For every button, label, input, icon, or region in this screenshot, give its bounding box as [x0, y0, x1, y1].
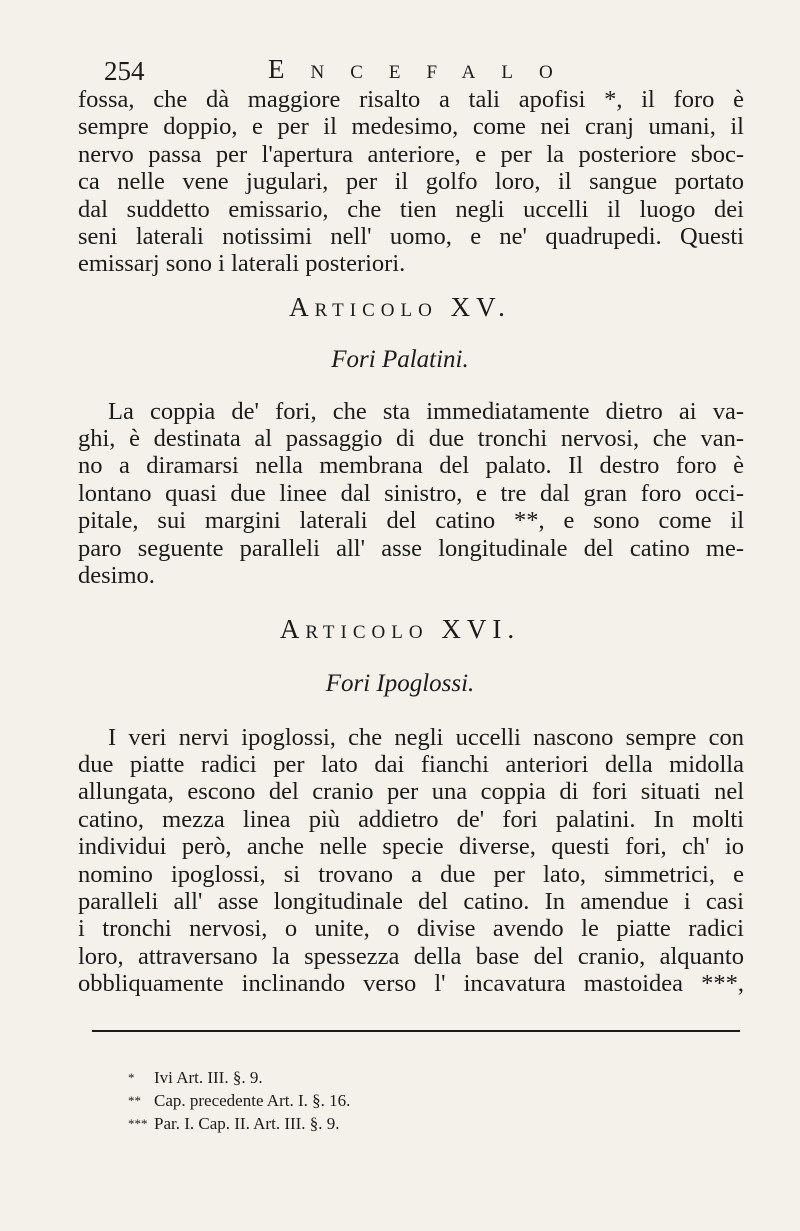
page-number: 254 — [104, 56, 145, 86]
text-line: sempre doppio, e per il medesimo, come nei cranj umani, il — [78, 113, 744, 141]
text-line: loro, attraversano la spessezza della base del cranio, alquanto — [78, 942, 744, 970]
text-line: no a diramarsi nella membrana del palato. Il destro foro è — [78, 452, 744, 480]
text-line: allungata, escono del cranio per una coppia di fori situati nel — [78, 778, 744, 806]
paragraph-fori-ipoglossi — [108, 724, 744, 751]
footnote-mark: ** — [128, 1093, 141, 1108]
text-line: due piatte radici per lato dai fianchi anteriori della midolla — [78, 751, 744, 778]
article-subheading: Fori Palatini. — [331, 346, 469, 373]
text-line: desimo. — [78, 562, 155, 590]
text-line: I veri nervi ipoglossi, che negli uccelli nascono sempre con — [108, 724, 744, 751]
text-line: obbliquamente inclinando verso l' incavatura mastoidea ***, — [78, 970, 744, 998]
text-line: paralleli all' asse longitudinale del catino. In amendue i casi — [78, 888, 744, 916]
footnote-text: Par. I. Cap. II. Art. III. §. 9. — [154, 1114, 340, 1133]
text-line: dal suddetto emissario, che tien negli uccelli il luogo dei — [78, 195, 744, 223]
text-line: paro seguente paralleli all' asse longitudinale del catino me- — [78, 534, 744, 562]
text-line: ghi, è destinata al passaggio di due tronchi nervosi, che van- — [78, 425, 744, 452]
footnotes — [128, 1066, 350, 1135]
article-subheading: Fori Ipoglossi. — [325, 670, 475, 697]
footnote-mark: *** — [128, 1116, 148, 1131]
text-line: i tronchi nervosi, o unite, o divise avendo le piatte radici — [78, 915, 744, 943]
text-line: La coppia de' fori, che sta immediatamente dietro ai va- — [108, 398, 744, 425]
article-heading: Articolo XV. — [289, 292, 511, 322]
text-line: pitale, sui margini laterali del catino **, e sono come il — [78, 507, 744, 535]
text-line: nomino ipoglossi, si trovano a due per lato, simmetrici, e — [78, 860, 744, 888]
footnote-divider — [92, 1030, 740, 1032]
text-line: catino, mezza linea più addietro de' fori palatini. In molti — [78, 805, 744, 833]
text-line: nervo passa per l'apertura anteriore, e per la posteriore sboc- — [78, 140, 744, 168]
text-line: lontano quasi due linee dal sinistro, e tre dal gran foro occi- — [78, 479, 744, 507]
footnote-mark: * — [128, 1070, 135, 1085]
paragraph-fori-palatini — [108, 398, 744, 425]
footnote — [128, 1089, 350, 1112]
article-heading: Articolo XVI. — [279, 614, 521, 644]
footnote — [128, 1112, 350, 1135]
paragraph-fori-ipoglossi-cont — [78, 751, 744, 998]
text-line: fossa, che dà maggiore risalto a tali apofisi *, il foro è — [78, 86, 744, 113]
paragraph-fori-palatini-cont — [78, 425, 744, 589]
text-line: ca nelle vene jugulari, per il golfo loro, il sangue portato — [78, 168, 744, 196]
text-line: individui però, anche nelle specie diverse, questi fori, ch' io — [78, 833, 744, 861]
text-line: seni laterali notissimi nell' uomo, e ne' quadrupedi. Questi — [78, 223, 744, 251]
footnote — [128, 1066, 350, 1089]
text-line: emissarj sono i laterali posteriori. — [78, 250, 406, 278]
footnote-text: Cap. precedente Art. I. §. 16. — [154, 1091, 351, 1110]
footnote-text: Ivi Art. III. §. 9. — [154, 1068, 263, 1087]
paragraph-fossa — [78, 86, 744, 278]
running-title: Encefalo — [268, 54, 579, 84]
